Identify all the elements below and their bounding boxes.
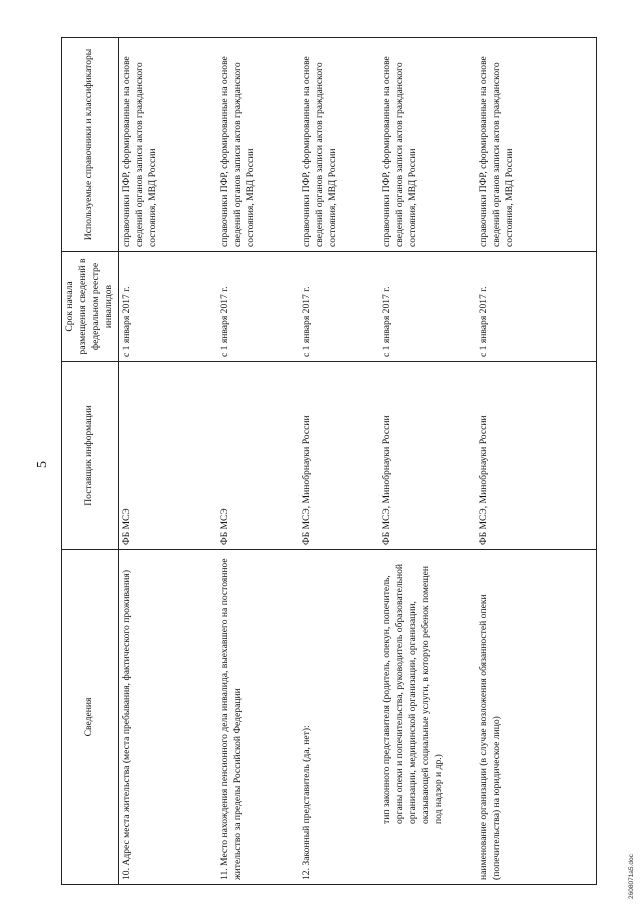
cell-reference: справочники ПФР, сформированные на основе сведений органов записи актов гражданского состояния, МВД России: [118, 38, 217, 252]
cell-provider: ФБ МСЭ, Минобрнауки России: [476, 362, 596, 550]
table-row: [476, 38, 596, 885]
header-provider: Поставщик информации: [62, 362, 119, 550]
cell-start-date: с 1 января 2017 г.: [379, 252, 476, 362]
header-start-date: Срок начала размещения сведений в федеральном реестре инвалидов: [62, 252, 119, 362]
cell-start-date: с 1 января 2017 г.: [217, 252, 299, 362]
table-header-row: [62, 38, 119, 885]
cell-reference: справочники ПФР, сформированные на основе сведений органов записи актов гражданского состояния, МВД России: [379, 38, 476, 252]
cell-provider: ФБ МСЭ, Минобрнауки России: [299, 362, 379, 550]
cell-info: 12. Законный представитель (да, нет):: [299, 550, 379, 885]
data-table: [61, 37, 597, 885]
table-row: [299, 38, 379, 885]
cell-start-date: с 1 января 2017 г.: [118, 252, 217, 362]
cell-provider: ФБ МСЭ: [118, 362, 217, 550]
file-footer: 2608071а5.doc: [628, 854, 635, 899]
cell-reference: справочники ПФР, сформированные на основе сведений органов записи актов гражданского состояния, МВД России: [299, 38, 379, 252]
header-reference: Используемые справочники и классификаторы: [62, 38, 119, 252]
cell-reference: справочники ПФР, сформированные на основе сведений органов записи актов гражданского состояния, МВД России: [476, 38, 596, 252]
table-row: [217, 38, 299, 885]
table-row: [379, 38, 476, 885]
cell-provider: ФБ МСЭ: [217, 362, 299, 550]
cell-info: 10. Адрес места жительства (места пребывания, фактического проживания): [118, 550, 217, 885]
cell-reference: справочники ПФР, сформированные на основе сведений органов записи актов гражданского состояния, МВД России: [217, 38, 299, 252]
header-info: Сведения: [62, 550, 119, 885]
table-row: [118, 38, 217, 885]
cell-info: тип законного представителя (родитель, опекун, попечитель, органы опеки и попечительства, руководитель образовательной организации, медицинской организации, организации, оказывающей социальные услуги, в которую ребенок помещен под надзор и др.): [379, 550, 476, 885]
page-number: 5: [35, 461, 50, 468]
cell-info: 11. Место нахождения пенсионного дела инвалида, выехавшего на постоянное жительство за пределы Российской Федерации: [217, 550, 299, 885]
cell-info: наименование организации (в случае возложения обязанностей опеки (попечительства) на юридическое лицо): [476, 550, 596, 885]
cell-start-date: с 1 января 2017 г.: [476, 252, 596, 362]
cell-provider: ФБ МСЭ, Минобрнауки России: [379, 362, 476, 550]
cell-start-date: с 1 января 2017 г.: [299, 252, 379, 362]
